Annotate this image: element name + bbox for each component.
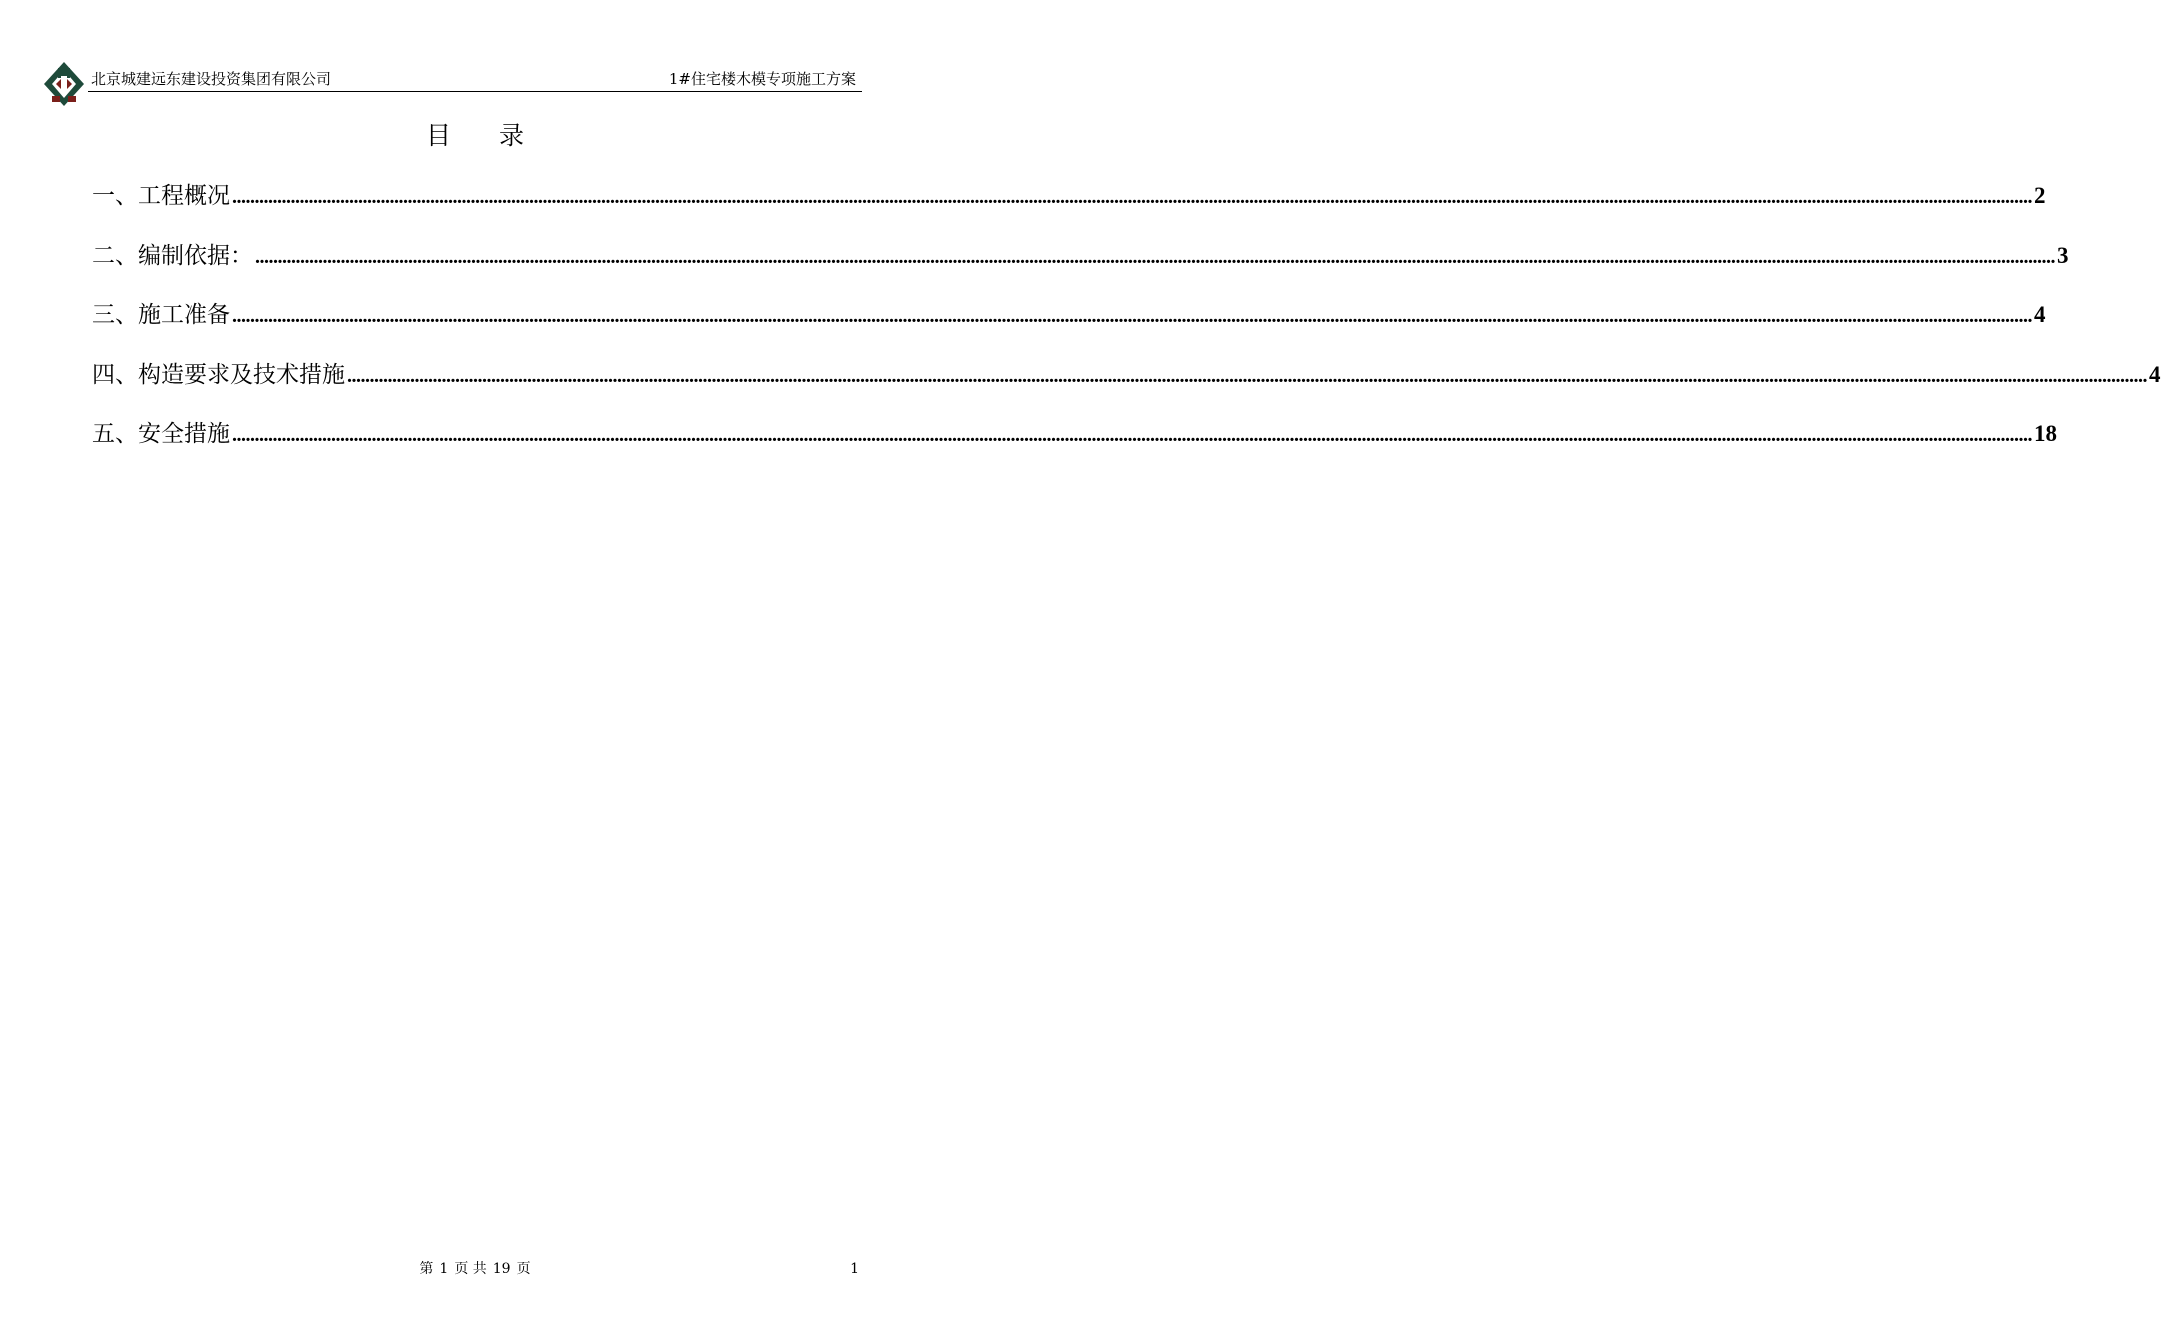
company-logo-icon <box>42 60 86 108</box>
footer-page-info <box>0 1260 950 1278</box>
toc-entry[interactable] <box>92 236 2069 296</box>
header-document-title: 1#住宅楼木模专项施工方案 <box>668 70 856 88</box>
footer-page-number: 1 <box>850 1261 859 1277</box>
toc-entry[interactable] <box>92 176 2046 236</box>
toc-entry-label: 四、构造要求及技术措施 <box>92 361 345 388</box>
toc-entry-page: 4 <box>2034 302 2046 327</box>
footer-current-page: 1 <box>439 1261 449 1277</box>
toc-dot-leader: ................................................................................................................................................................................................................................................................................................................................................................................................................ <box>347 364 2147 387</box>
toc-entry-page: 2 <box>2034 183 2046 208</box>
toc-dot-leader: ................................................................................................................................................................................................................................................................................................................................................................................................................ <box>232 305 2032 327</box>
toc-dot-leader: ................................................................................................................................................................................................................................................................................................................................................................................................................ <box>255 245 2055 268</box>
footer-total-pages: 19 <box>492 1261 511 1277</box>
toc-entry[interactable] <box>92 295 2046 355</box>
toc-entry-page: 18 <box>2034 421 2057 446</box>
table-of-contents <box>92 176 2161 474</box>
toc-entry[interactable] <box>92 355 2161 415</box>
toc-entry[interactable] <box>92 414 2057 474</box>
footer-suffix: 页 <box>516 1261 531 1277</box>
toc-heading: 目录 <box>425 121 572 150</box>
header-company-name: 北京城建远东建设投资集团有限公司 <box>91 70 332 88</box>
toc-entry-label: 三、施工准备 <box>92 302 230 328</box>
footer-prefix: 第 <box>419 1261 434 1277</box>
toc-entry-label: 二、编制依据： <box>92 242 253 269</box>
toc-entry-page: 3 <box>2057 242 2069 268</box>
header-divider <box>88 91 862 92</box>
toc-entry-page: 4 <box>2149 361 2161 387</box>
toc-entry-label: 一、工程概况 <box>92 183 230 209</box>
toc-dot-leader: ................................................................................................................................................................................................................................................................................................................................................................................................................ <box>232 186 2032 208</box>
toc-entry-label: 五、安全措施 <box>92 421 230 447</box>
toc-dot-leader: ................................................................................................................................................................................................................................................................................................................................................................................................................ <box>232 424 2032 446</box>
footer-mid: 页 共 <box>454 1261 487 1277</box>
